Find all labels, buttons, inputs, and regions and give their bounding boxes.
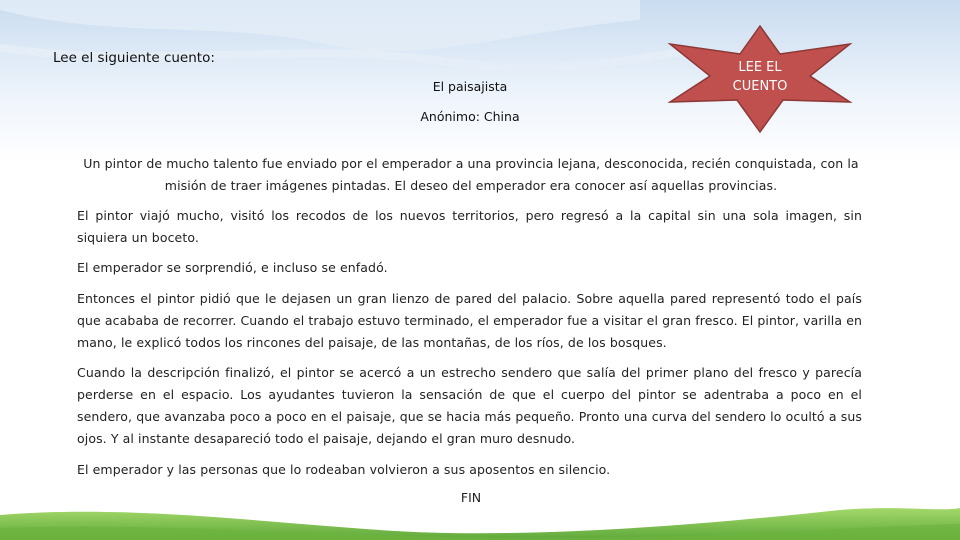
story-paragraph-1: Un pintor de mucho talento fue enviado por el emperador a una provincia lejana, desconocida, recién conquistada, con la misión de traer imágenes pintadas. El deseo del emperador era conocer así aquellas provincias. bbox=[83, 156, 859, 193]
story-end-label: FIN bbox=[460, 490, 482, 505]
instruction-heading: Lee el siguiente cuento: bbox=[53, 50, 215, 66]
story-paragraph-6: El emperador y las personas que lo rodeaban volvieron a sus aposentos en silencio. bbox=[77, 462, 611, 477]
story-paragraph-5: Cuando la descripción finalizó, el pintor se acercó a un estrecho sendero que salía del primer plano del fresco y parecía perderse en el espacio. Los ayudantes tuvieron la sensación de que el cuerpo del pintor se adentraba a poco en el sendero, que avanzaba poco a poco en el paisaje, que se hacia más pequeño. Pronto una curva del sendero lo ocultó a sus ojos. Y al instante desapareció todo el paisaje, dejando el gran muro desnudo. bbox=[77, 365, 862, 446]
story-author: Anónimo: China bbox=[420, 109, 520, 124]
star-badge-line-2: CUENTO bbox=[732, 79, 788, 94]
story-paragraph-4: Entonces el pintor pidió que le dejasen un gran lienzo de pared del palacio. Sobre aquella pared representó todo el país que acababa de recorrer. Cuando el trabajo estuvo terminado, el emperador fue a visitar el gran fresco. El pintor, varilla en mano, le explicó todos los rincones del paisaje, de las montañas, de los ríos, de los bosques. bbox=[77, 291, 863, 350]
story-paragraph-2: El pintor viajó mucho, visitó los recodos de los nuevos territorios, pero regresó a la capital sin una sola imagen, sin siquiera un boceto. bbox=[77, 208, 862, 245]
story-title: El paisajista bbox=[432, 79, 508, 94]
story-paragraph-3: El emperador se sorprendió, e incluso se enfadó. bbox=[77, 260, 388, 275]
star-badge-line-1: LEE EL bbox=[738, 60, 782, 75]
